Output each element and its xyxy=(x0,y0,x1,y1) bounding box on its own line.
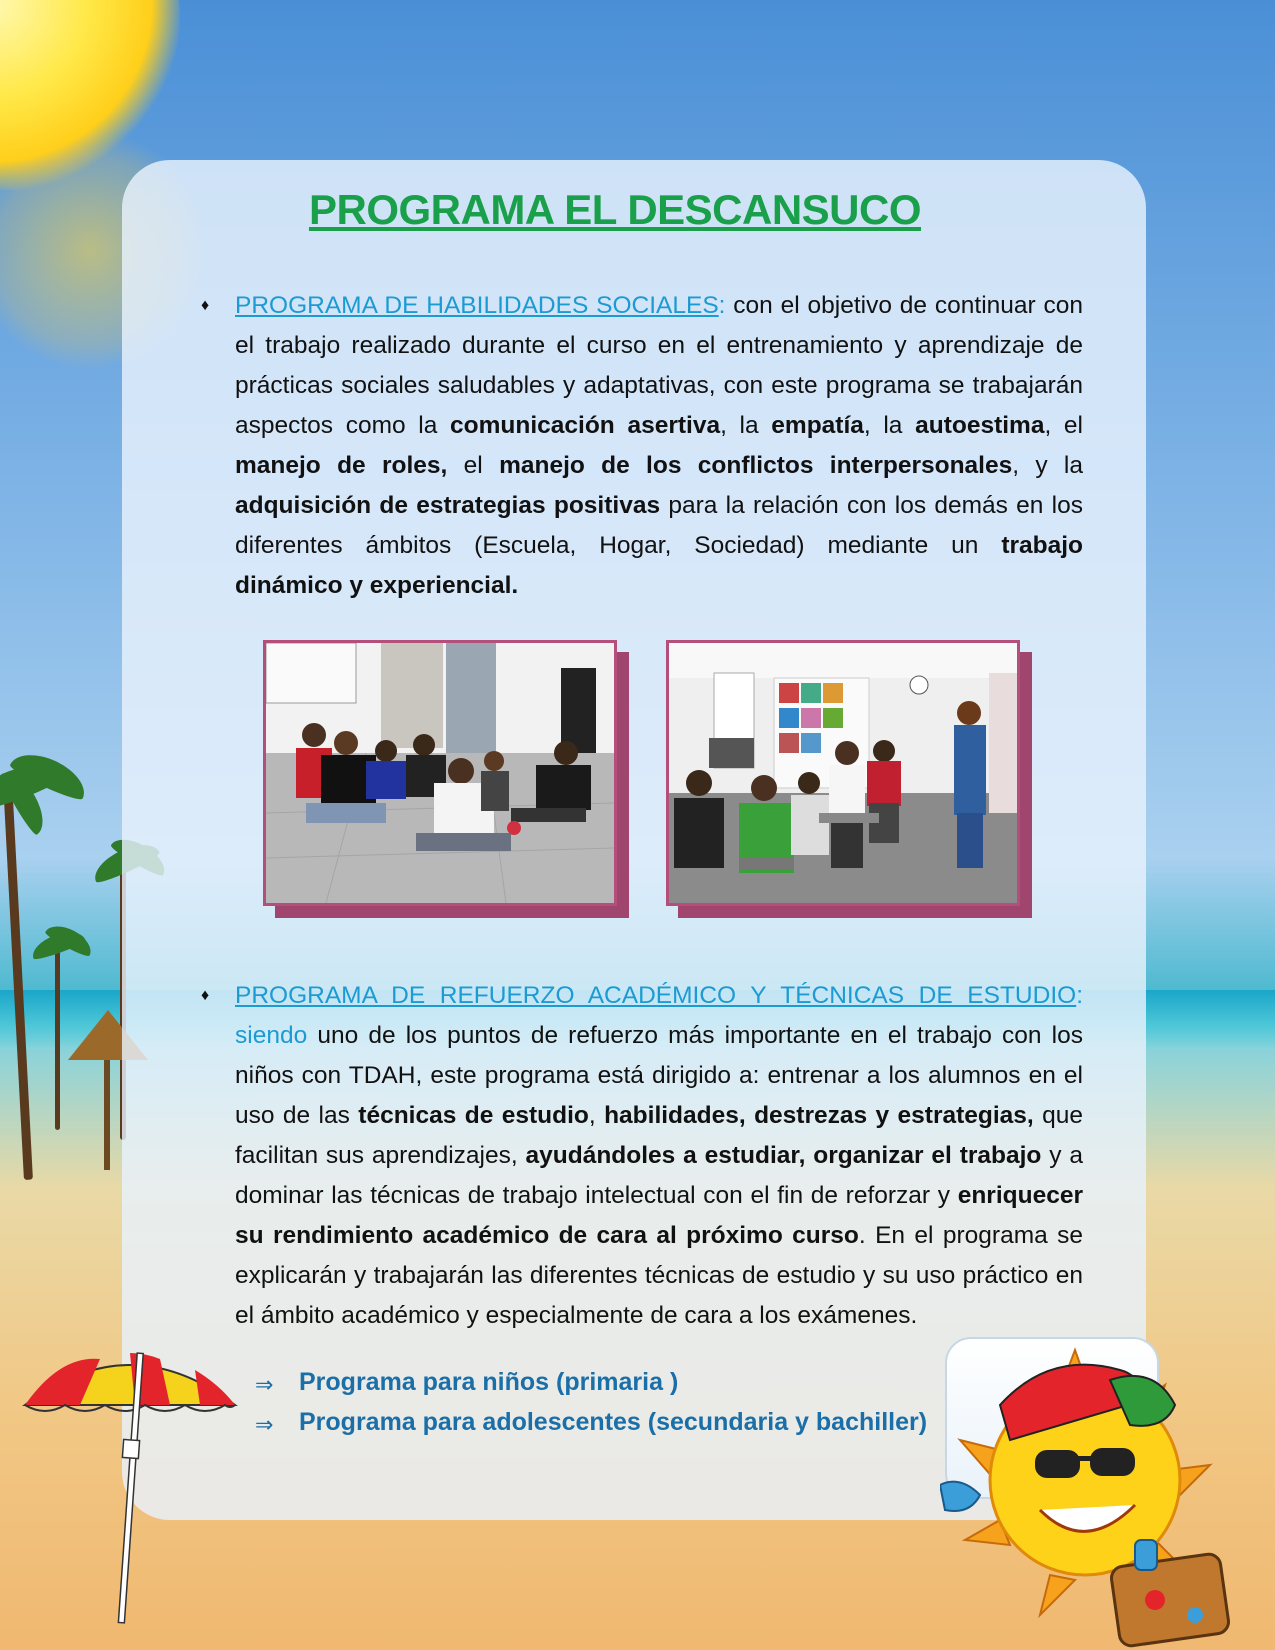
bullet-icon: ♦ xyxy=(201,297,210,314)
program-secondary-label: Programa para adolescentes (secundaria y bachiller) xyxy=(299,1408,928,1436)
body-bold: habilidades, destrezas y estrategias, xyxy=(604,1102,1034,1129)
body-text: uno de los puntos de refuerzo más importante en el trabajo con los niños con TDAH, este programa está dirigido a: entrenar a los alumnos en el uso de las xyxy=(235,1022,1083,1129)
body-text: para la relación con los demás en los diferentes ámbitos (Escuela, Hogar, Sociedad) mediante un xyxy=(235,492,1083,559)
sun-mascot-icon xyxy=(940,1330,1240,1650)
body-text: que facilitan sus aprendizajes, xyxy=(235,1102,1083,1169)
body-text: , la xyxy=(863,412,916,439)
section-social-skills xyxy=(201,286,1083,606)
body-bold: técnicas de estudio xyxy=(358,1102,589,1129)
page-title: PROGRAMA EL DESCANSUCO xyxy=(308,186,922,233)
section-heading: PROGRAMA DE REFUERZO ACADÉMICO Y TÉCNICAS DE ESTUDIO xyxy=(235,982,1077,1009)
beach-umbrella-icon xyxy=(20,1345,250,1625)
body-text: . En el programa se explicarán y trabajarán las diferentes técnicas de estudio y su uso práctico en el ámbito académico y especialmente de cara a los exámenes. xyxy=(235,1222,1083,1329)
body-text: con el objetivo de continuar con el trabajo realizado durante el curso en el entrenamiento y aprendizaje de prácticas sociales saludables y adaptativas, con este programa se trabajarán aspectos como la xyxy=(235,292,1083,439)
body-bold: autoestima xyxy=(915,412,1045,439)
body-bold: adquisición de estrategias positivas xyxy=(235,492,661,519)
photo-group-floor xyxy=(263,640,617,906)
body-text: , y la xyxy=(1012,452,1083,479)
body-bold: manejo de los conflictos interpersonales xyxy=(499,452,1013,479)
program-primary-label: Programa para niños (primaria ) xyxy=(299,1368,679,1396)
body-text: el xyxy=(447,452,500,479)
photo xyxy=(666,640,1020,906)
arrow-right-icon: ⇒ xyxy=(255,1372,274,1397)
section-heading-colon: : xyxy=(1076,982,1083,1009)
body-text: y a dominar las técnicas de trabajo intelectual con el fin de reforzar y xyxy=(235,1142,1083,1209)
body-text: , el xyxy=(1044,412,1083,439)
photo-group-classroom xyxy=(666,640,1020,906)
body-bold: ayudándoles a estudiar, organizar el trabajo xyxy=(525,1142,1042,1169)
beach-hut-pole xyxy=(104,1060,110,1170)
body-bold: comunicación asertiva xyxy=(450,412,721,439)
body-bold: manejo de roles, xyxy=(235,452,448,479)
body-text: , la xyxy=(720,412,772,439)
arrow-right-icon: ⇒ xyxy=(255,1412,274,1437)
bullet-icon: ♦ xyxy=(201,987,210,1004)
section-lead-text: siendo xyxy=(235,1022,308,1049)
section-heading: PROGRAMA DE HABILIDADES SOCIALES xyxy=(235,292,719,319)
body-bold: empatía xyxy=(771,412,864,439)
body-bold: enriquecer su rendimiento académico de cara al próximo curso xyxy=(235,1182,1083,1249)
body-bold: trabajo dinámico y experiencial. xyxy=(235,532,1083,599)
section-heading-colon: : xyxy=(718,292,726,319)
photo xyxy=(263,640,617,906)
body-text: , xyxy=(588,1102,605,1129)
section-academic-reinforcement xyxy=(201,976,1083,1336)
